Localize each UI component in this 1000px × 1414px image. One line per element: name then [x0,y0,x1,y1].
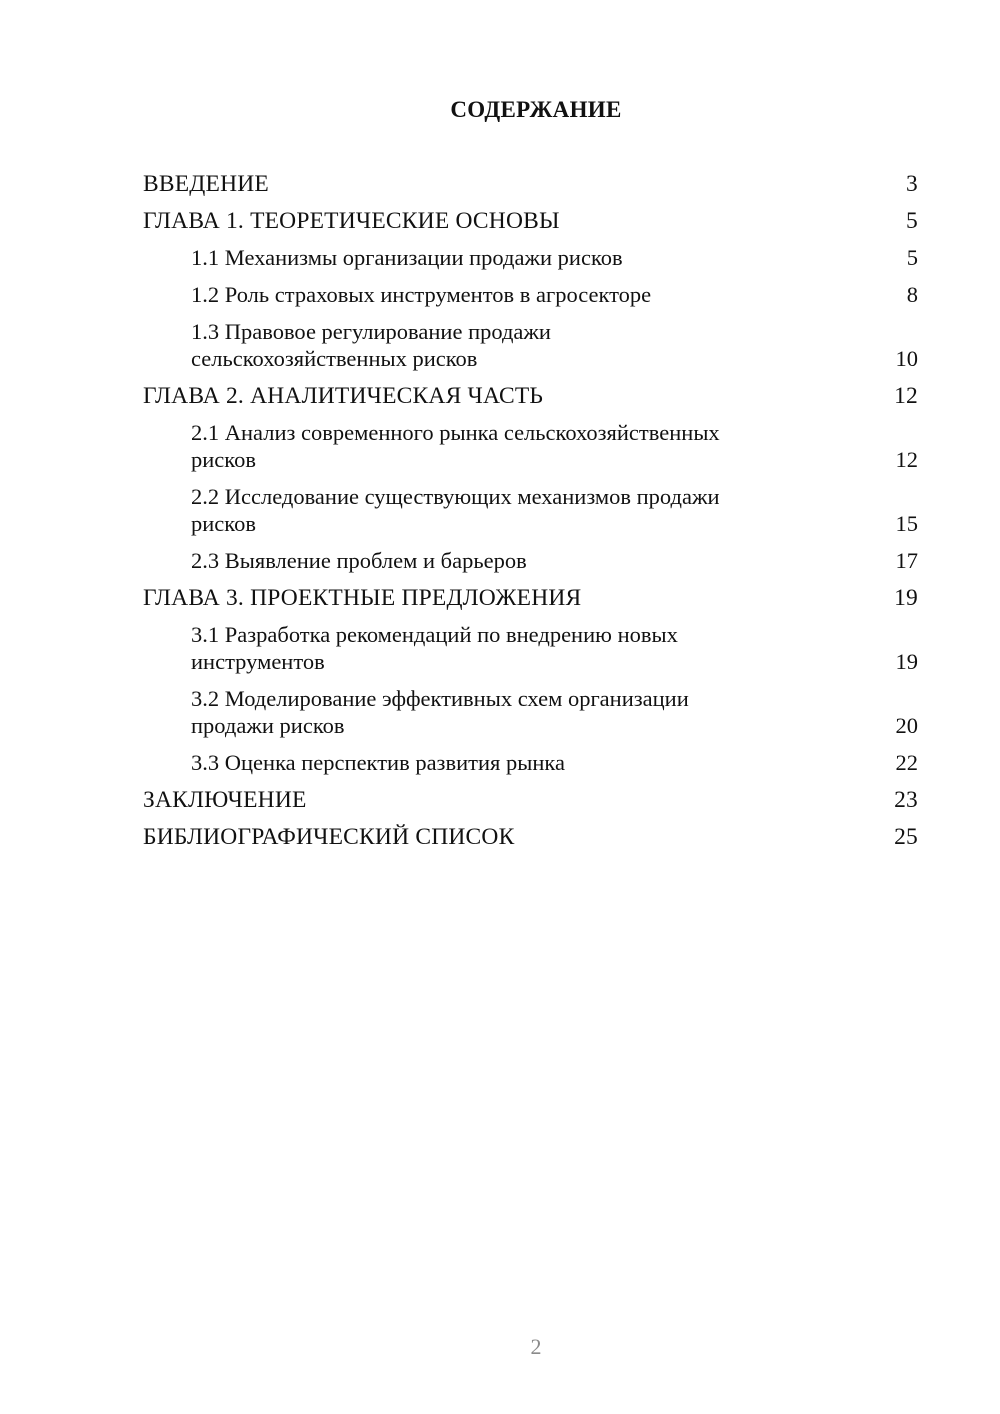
toc-entry-page: 12 [895,447,918,472]
toc-entry-text: ГЛАВА 3. ПРОЕКТНЫЕ ПРЕДЛОЖЕНИЯ [143,585,582,611]
toc-entry-text: ВВЕДЕНИЕ [143,171,269,197]
toc-entry-text: 1.3 Правовое регулирование продажи сельскохозяйственных рисков [191,319,551,371]
toc-entry-text: 3.1 Разработка рекомендаций по внедрению новых инструментов [191,622,678,674]
toc-entry-chapter-1[interactable] [143,207,920,237]
toc-entry-section-1-2[interactable] [143,281,920,308]
toc-entry-text: ГЛАВА 1. ТЕОРЕТИЧЕСКИЕ ОСНОВЫ [143,208,560,234]
toc-entry-text: ГЛАВА 2. АНАЛИТИЧЕСКАЯ ЧАСТЬ [143,383,544,409]
toc-entry-text: 2.2 Исследование существующих механизмов продажи рисков [191,484,720,536]
toc-entry-text: БИБЛИОГРАФИЧЕСКИЙ СПИСОК [143,824,515,850]
toc-entry-text: 1.1 Механизмы организации продажи рисков [191,245,623,270]
toc-entry-conclusion[interactable] [143,786,920,816]
toc-entry-page: 19 [894,585,918,611]
toc-entry-page: 5 [906,245,918,270]
toc-entry-bibliography[interactable] [143,823,920,853]
table-of-contents [143,170,920,860]
toc-entry-text: 1.2 Роль страховых инструментов в агросекторе [191,282,652,307]
toc-entry-text: ЗАКЛЮЧЕНИЕ [143,787,307,813]
toc-entry-section-2-3[interactable] [143,547,920,574]
toc-entry-page: 12 [894,383,918,409]
toc-entry-section-3-3[interactable] [143,749,920,776]
toc-entry-page: 3 [906,171,918,197]
toc-entry-text: 2.1 Анализ современного рынка сельскохозяйственных рисков [191,420,720,472]
toc-entry-section-3-1[interactable] [143,621,920,675]
toc-entry-chapter-3[interactable] [143,584,920,614]
toc-entry-chapter-2[interactable] [143,382,920,412]
toc-entry-section-1-3[interactable] [143,318,920,372]
toc-entry-page: 23 [894,787,918,813]
toc-entry-section-3-2[interactable] [143,685,920,739]
toc-entry-section-2-2[interactable] [143,483,920,537]
toc-entry-page: 15 [895,511,918,536]
toc-entry-page: 19 [895,649,918,674]
page-number: 2 [530,1334,542,1359]
toc-entry-page: 5 [906,208,918,234]
toc-entry-page: 17 [895,548,918,573]
toc-entry-section-1-1[interactable] [143,244,920,271]
toc-entry-section-2-1[interactable] [143,419,920,473]
toc-entry-text: 3.2 Моделирование эффективных схем организации продажи рисков [191,686,689,738]
toc-entry-page: 22 [895,750,918,775]
toc-entry-page: 8 [906,282,918,307]
toc-entry-introduction[interactable] [143,170,920,200]
toc-entry-page: 10 [895,346,918,371]
page-title: СОДЕРЖАНИЕ [450,97,622,122]
toc-entry-page: 20 [895,713,918,738]
toc-entry-text: 2.3 Выявление проблем и барьеров [191,548,527,573]
toc-entry-page: 25 [894,824,918,850]
toc-entry-text: 3.3 Оценка перспектив развития рынка [191,750,565,775]
